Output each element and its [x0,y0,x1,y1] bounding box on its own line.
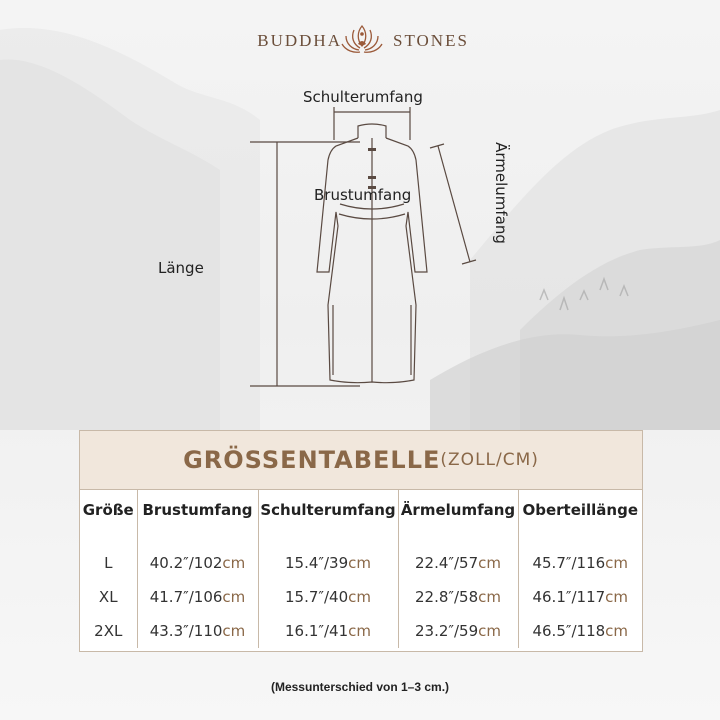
sleeve-cell: 22.8″/58cm [398,580,518,614]
size-table-title-text: GRÖSSENTABELLE [183,446,441,474]
sleeve-cell: 23.2″/59cm [398,614,518,648]
header-shoulder: Schulterumfang [258,490,398,530]
size-cell: XL [80,580,137,614]
length-cell: 46.5″/118cm [532,622,629,640]
shoulder-cell: 15.4″/39cm [258,546,398,580]
label-shoulder: Schulterumfang [303,88,423,106]
chest-cell: 41.7″/106cm [137,580,258,614]
sleeve-measure-line [438,146,470,262]
brand-name-right: STONES [393,31,469,50]
table-row [80,614,642,648]
size-table-title [80,431,642,490]
chest-cell: 43.3″/110cm [137,614,258,648]
size-table-unit: (ZOLL/CM) [440,450,539,470]
table-header-row [80,490,642,530]
table-row [80,546,642,580]
measurement-note: (Messunterschied von 1–3 cm.) [270,680,450,694]
header-chest: Brustumfang [137,490,258,530]
header-sleeve: Ärmelumfang [398,490,518,530]
label-length: Länge [158,259,204,277]
size-cell: 2XL [80,614,137,648]
size-table [79,430,643,652]
table-row [80,580,642,614]
shoulder-cell: 16.1″/41cm [258,614,398,648]
shoulder-cell: 15.7″/40cm [258,580,398,614]
label-chest: Brustumfang [314,186,412,204]
length-cell: 45.7″/116cm [532,554,629,572]
header-size: Größe [80,490,137,530]
chest-cell: 40.2″/102cm [137,546,258,580]
size-table-grid [80,490,642,648]
length-cell: 46.1″/117cm [532,588,629,606]
header-length: Oberteillänge [522,501,639,519]
brand-name-left: BUDDHA [257,31,342,50]
label-sleeve: Ärmelumfang [491,142,510,244]
sleeve-cell: 22.4″/57cm [398,546,518,580]
size-cell: L [80,546,137,580]
